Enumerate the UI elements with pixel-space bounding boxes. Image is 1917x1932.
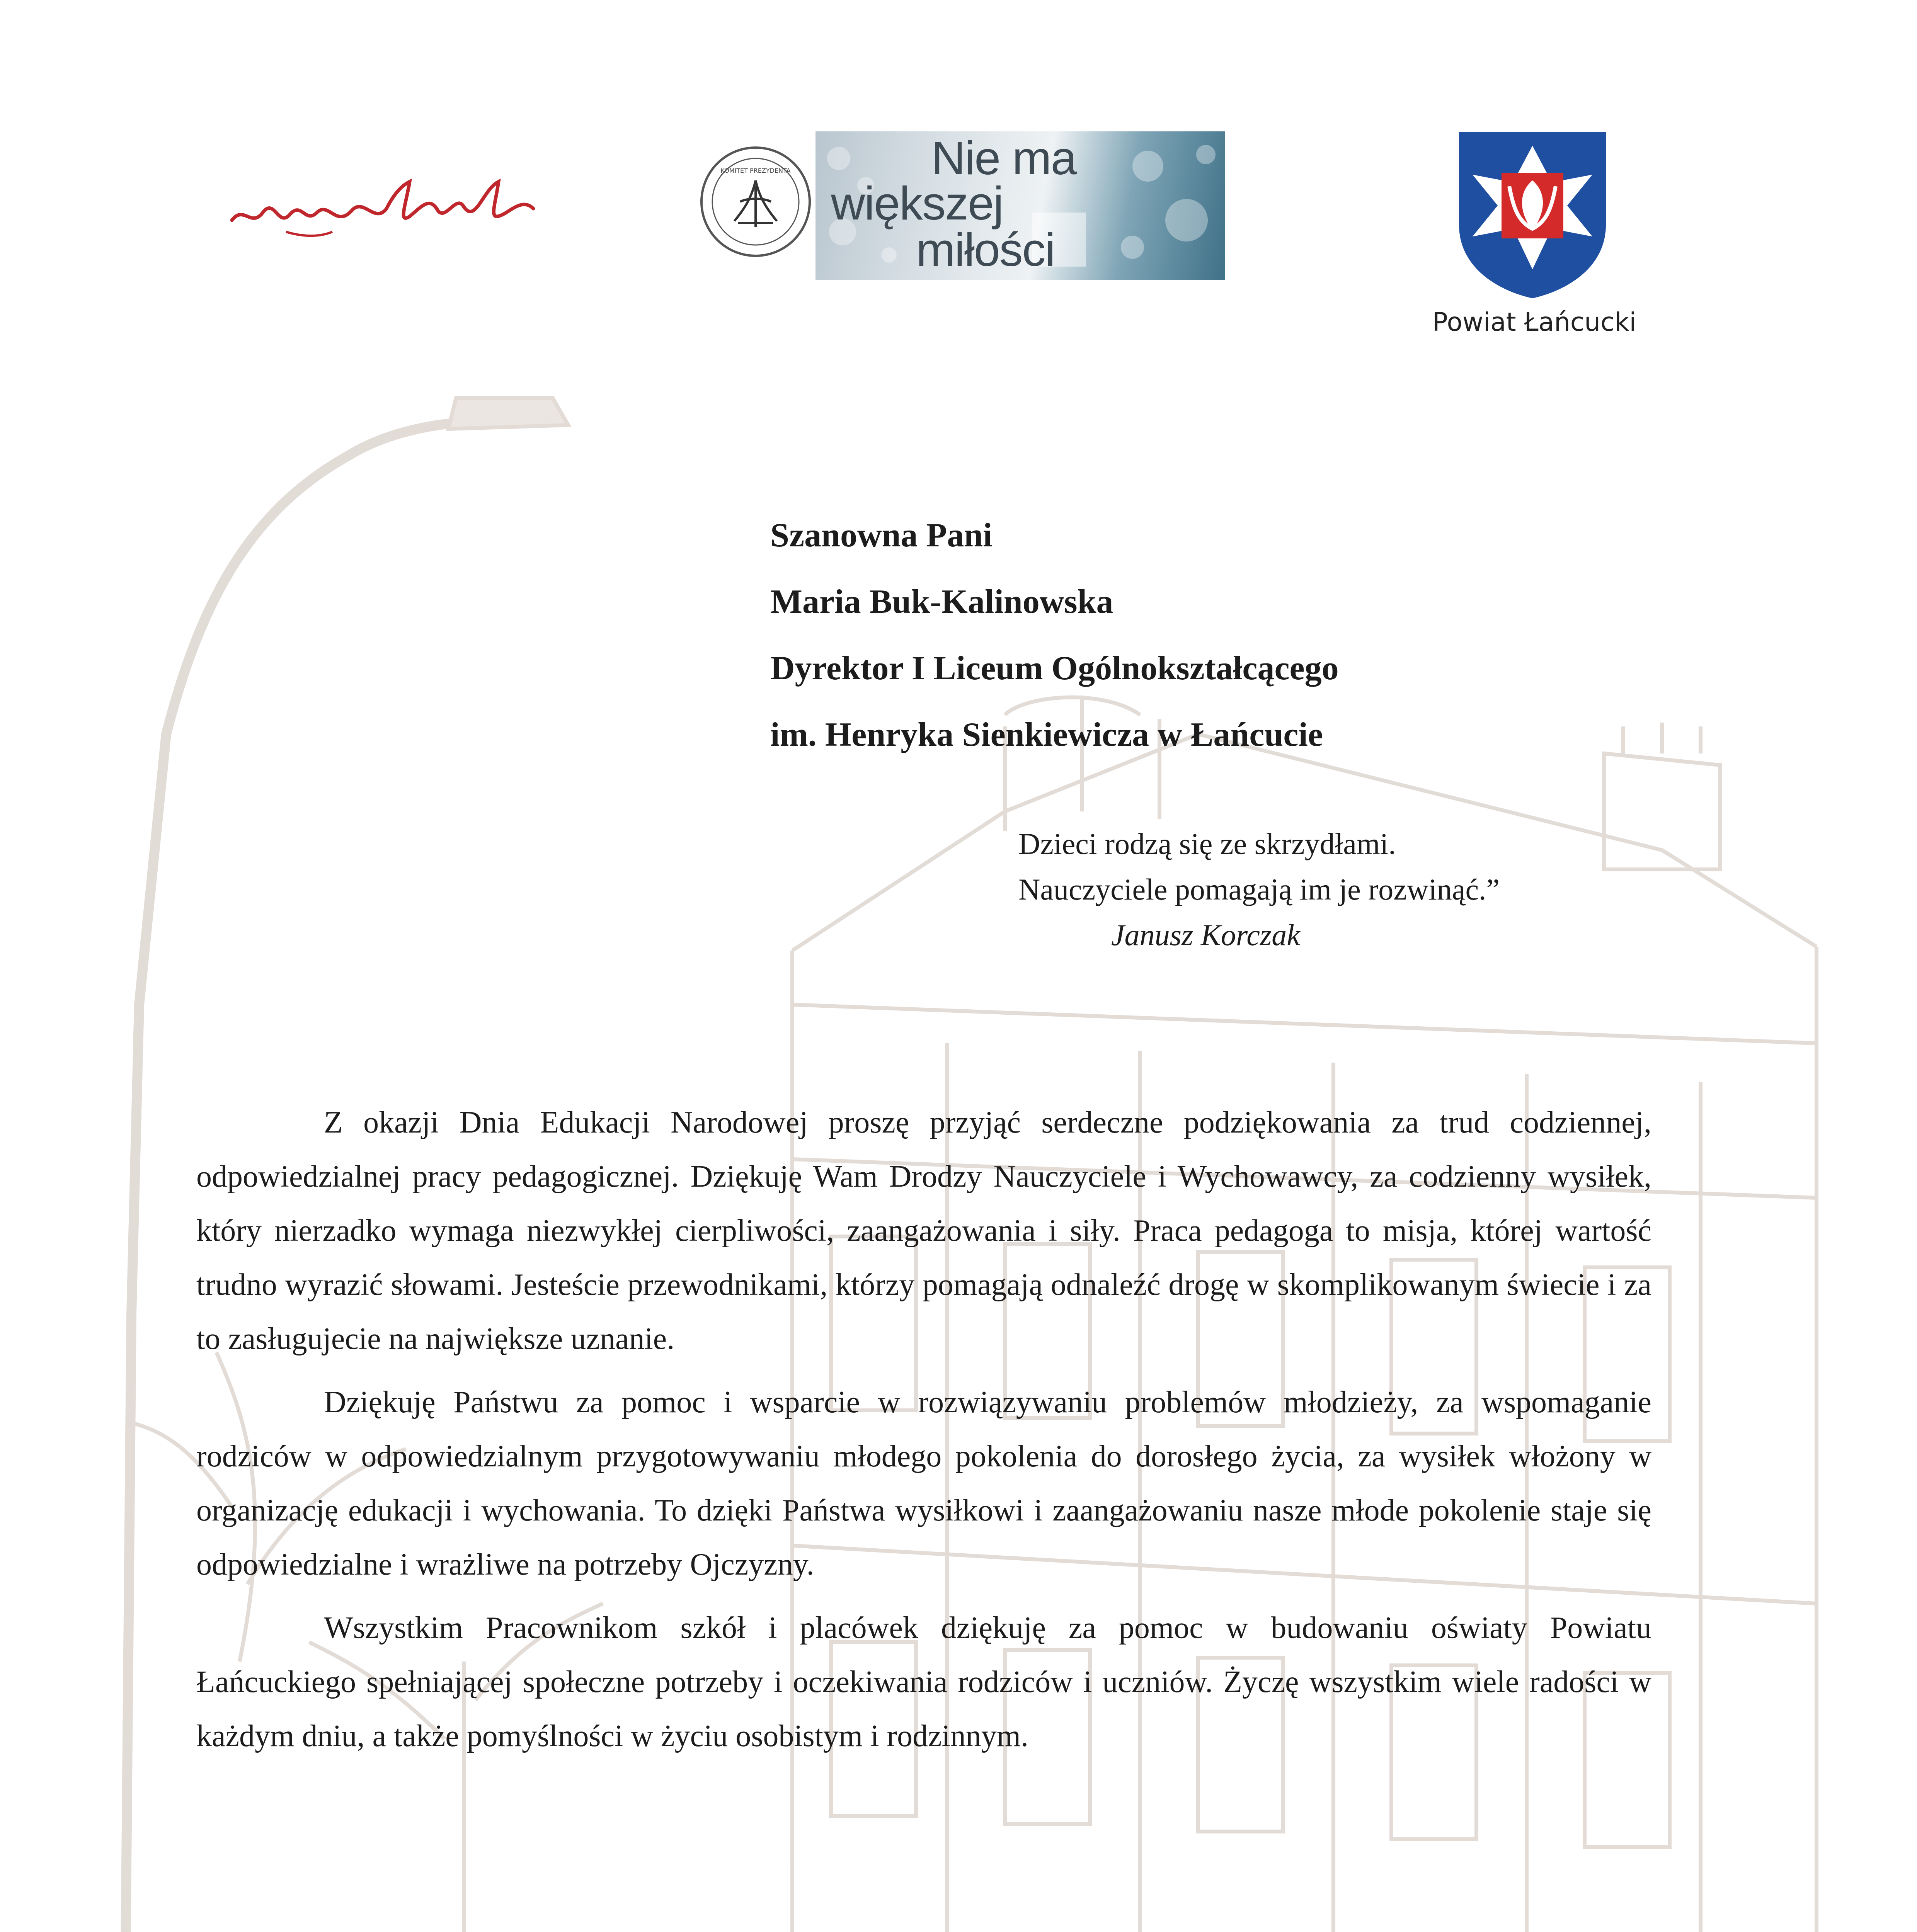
body-paragraph-1: Z okazji Dnia Edukacji Narodowej proszę przyjąć serdeczne podziękowania za trud codziennej, odpowiedzialnej pracy pedagogicznej. Dziękuję Wam Drodzy Nauczyciele i Wychowawcy, za codzienny wysiłek, który nierzadko wymaga niezwykłej cierpliwości, zaangażowania i siły. Praca pedagoga to misja, której wartość trudno wyrazić słowami. Jesteście przewodnikami, którzy pomagają odnaleźć drogę w skomplikowanym świecie i za to zasługujecie na największe uznanie.: [196, 1105, 1651, 1356]
addressee-school: im. Henryka Sienkiewicza w Łańcucie: [770, 716, 1323, 753]
korczak-quote: [1018, 821, 1714, 958]
addressee-name: Maria Buk-Kalinowska: [770, 583, 1113, 621]
niepodlegla-logo: [228, 170, 537, 247]
banner-line-3: miłości: [916, 223, 1055, 276]
banner-line-2: większej: [831, 177, 1003, 230]
addressee-block: [770, 502, 1698, 768]
komitet-seal-text: KOMITET PREZYDENTA: [720, 167, 791, 174]
addressee-salutation: Szanowna Pani: [770, 517, 993, 554]
letter-body: [196, 1095, 1651, 1763]
quote-line-1: Dzieci rodzą się ze skrzydłami.: [1018, 827, 1396, 861]
body-paragraph-2: Dziękuję Państwu za pomoc i wsparcie w rozwiązywaniu problemów młodzieży, za wspomaganie rodziców w odpowiedzialnym przygotowywaniu młodego pokolenia do dorosłego życia, za wysiłek włożony w organizację edukacji i wychowania. To dzięki Państwa wysiłkowi i zaangażowaniu nasze młode pokolenie staje się odpowiedzialne i wrażliwe na potrzeby Ojczyzny.: [196, 1385, 1651, 1582]
nie-ma-wiekszej-milosci-banner: [815, 131, 1225, 280]
body-paragraph-3: Wszystkim Pracownikom szkół i placówek dziękuję za pomoc w budowaniu oświaty Powiatu Łańcuckiego spełniającej społeczne potrzeby i oczekiwania rodziców i uczniów. Życzę wszystkim wiele radości w każdym dniu, a także pomyślności w życiu osobistym i rodzinnym.: [196, 1611, 1651, 1753]
addressee-position: Dyrektor I Liceum Ogólnokształcącego: [770, 650, 1339, 687]
banner-line-1: Nie ma: [931, 132, 1076, 184]
powiat-label: Powiat Łańcucki: [1432, 307, 1636, 337]
quote-author: Janusz Korczak: [1111, 918, 1300, 952]
powiat-coat-of-arms-icon: [1455, 128, 1610, 302]
quote-line-2: Nauczyciele pomagają im je rozwinąć.”: [1018, 872, 1500, 906]
komitet-prezydenta-seal: [698, 144, 814, 260]
